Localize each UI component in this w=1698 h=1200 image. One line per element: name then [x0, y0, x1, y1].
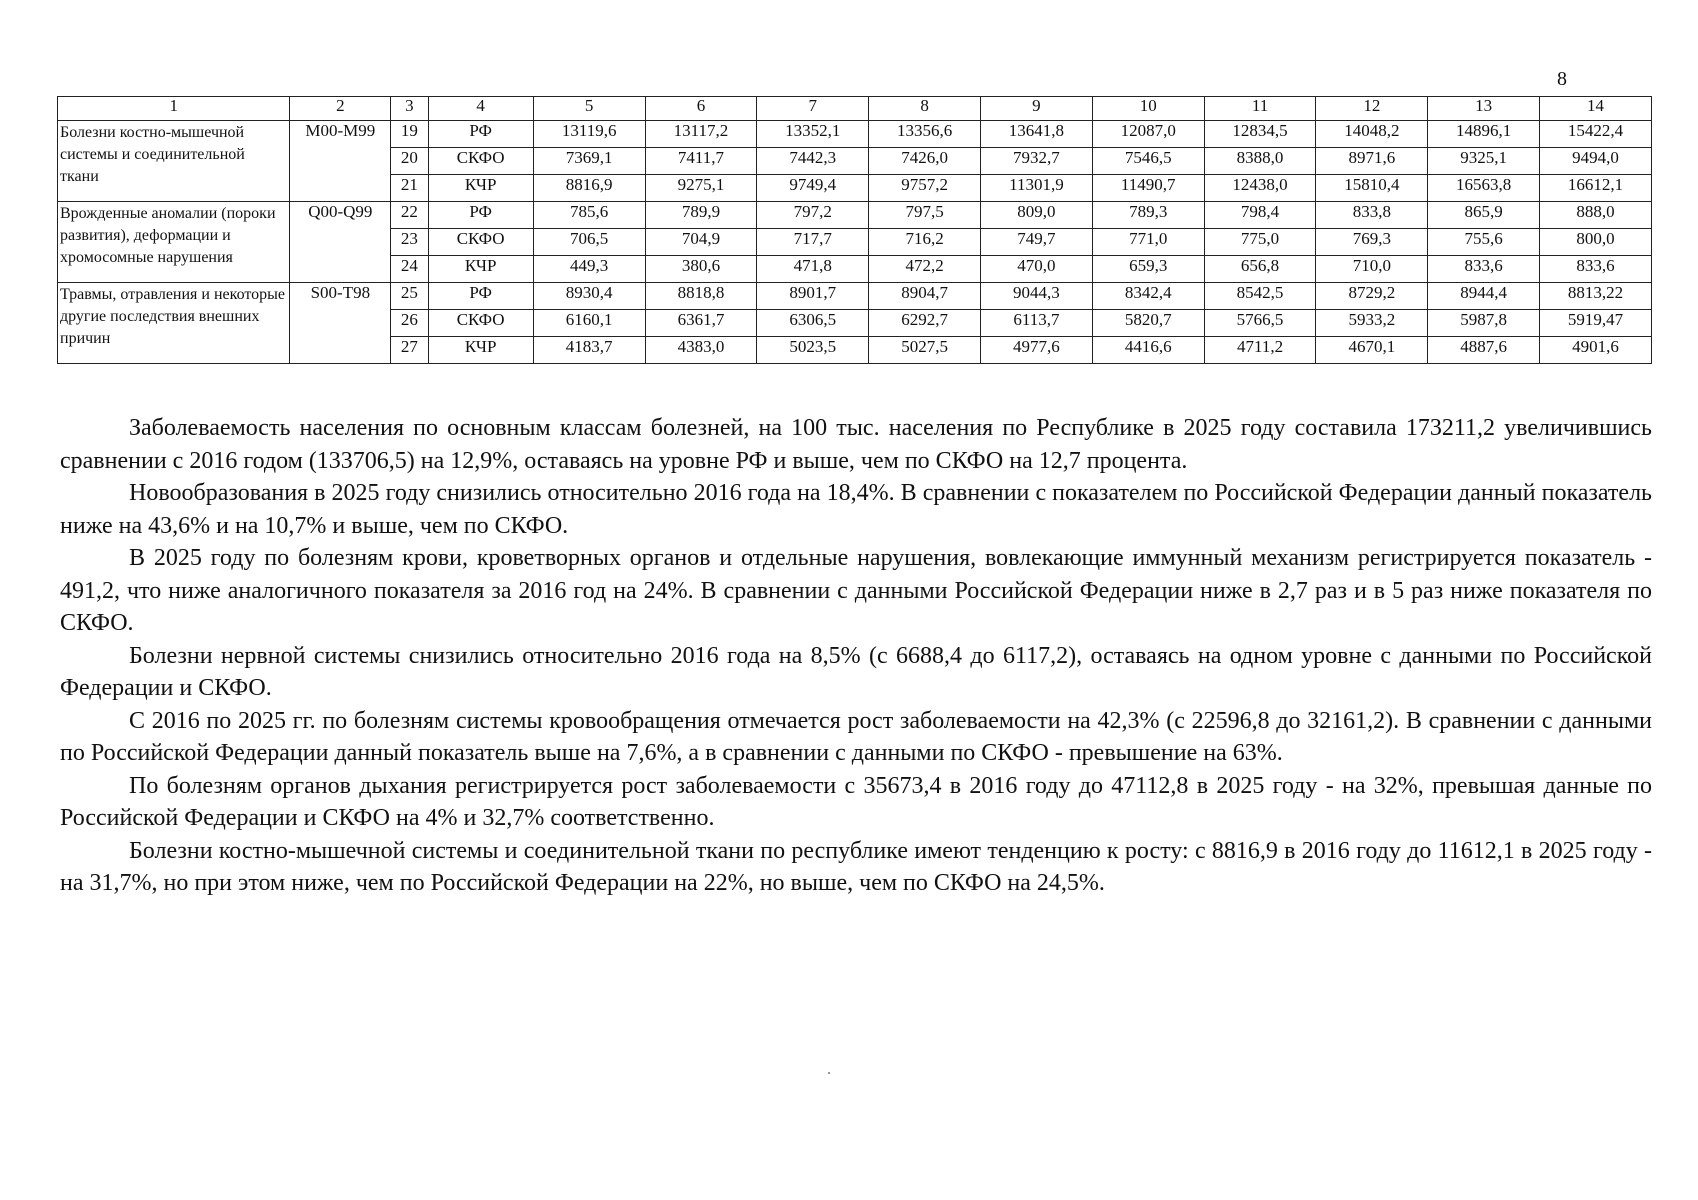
paragraph: В 2025 году по болезням крови, кроветворных органов и отдельные нарушения, вовлекающие иммунный механизм регистрируется показатель - 491,2, что ниже аналогичного показателя за 2016 год на 24%. В сравнении с данными Российской Федерации ниже в 2,7 раз и в 5 раз ниже показателя по СКФО. [60, 545, 1652, 636]
header-cell: 3 [391, 97, 428, 121]
header-cell: 2 [290, 97, 391, 121]
value-cell: 9325,1 [1428, 148, 1540, 175]
value-cell: 7546,5 [1092, 148, 1204, 175]
value-cell: 4416,6 [1092, 337, 1204, 364]
row-number-cell: 25 [391, 283, 428, 310]
value-cell: 9044,3 [981, 283, 1093, 310]
value-cell: 8901,7 [757, 283, 869, 310]
icd-code-cell: Q00-Q99 [290, 202, 391, 283]
value-cell: 13117,2 [645, 121, 757, 148]
value-cell: 15810,4 [1316, 175, 1428, 202]
value-cell: 769,3 [1316, 229, 1428, 256]
value-cell: 16612,1 [1540, 175, 1652, 202]
value-cell: 8813,22 [1540, 283, 1652, 310]
value-cell: 5766,5 [1204, 310, 1316, 337]
value-cell: 5820,7 [1092, 310, 1204, 337]
value-cell: 13356,6 [869, 121, 981, 148]
value-cell: 5933,2 [1316, 310, 1428, 337]
region-cell: РФ [428, 202, 533, 229]
value-cell: 9749,4 [757, 175, 869, 202]
value-cell: 809,0 [981, 202, 1093, 229]
paragraph: По болезням органов дыхания регистрируется рост заболеваемости с 35673,4 в 2016 году до 47112,8 в 2025 году - на 32%, превышая данные по Российской Федерации и СКФО на 4% и 32,7% соответственно. [60, 772, 1652, 831]
value-cell: 7369,1 [533, 148, 645, 175]
value-cell: 9275,1 [645, 175, 757, 202]
value-cell: 14896,1 [1428, 121, 1540, 148]
region-cell: СКФО [428, 148, 533, 175]
header-cell: 7 [757, 97, 869, 121]
table-row [58, 121, 1652, 148]
disease-class-cell: Болезни костно-мышечной системы и соединительной ткани [58, 121, 290, 202]
region-cell: КЧР [428, 175, 533, 202]
value-cell: 449,3 [533, 256, 645, 283]
row-number-cell: 26 [391, 310, 428, 337]
value-cell: 12087,0 [1092, 121, 1204, 148]
value-cell: 4670,1 [1316, 337, 1428, 364]
row-number-cell: 23 [391, 229, 428, 256]
value-cell: 14048,2 [1316, 121, 1428, 148]
header-cell: 4 [428, 97, 533, 121]
value-cell: 13352,1 [757, 121, 869, 148]
value-cell: 833,6 [1540, 256, 1652, 283]
disease-class-cell: Врожденные аномалии (пороки развития), деформации и хромосомные нарушения [58, 202, 290, 283]
value-cell: 4383,0 [645, 337, 757, 364]
value-cell: 5023,5 [757, 337, 869, 364]
value-cell: 8816,9 [533, 175, 645, 202]
value-cell: 13119,6 [533, 121, 645, 148]
header-cell: 13 [1428, 97, 1540, 121]
value-cell: 6113,7 [981, 310, 1093, 337]
value-cell: 8971,6 [1316, 148, 1428, 175]
value-cell: 789,3 [1092, 202, 1204, 229]
value-cell: 5987,8 [1428, 310, 1540, 337]
value-cell: 716,2 [869, 229, 981, 256]
value-cell: 471,8 [757, 256, 869, 283]
value-cell: 704,9 [645, 229, 757, 256]
statistics-table [57, 96, 1652, 364]
value-cell: 5919,47 [1540, 310, 1652, 337]
row-number-cell: 27 [391, 337, 428, 364]
value-cell: 710,0 [1316, 256, 1428, 283]
header-cell: 14 [1540, 97, 1652, 121]
header-cell: 1 [58, 97, 290, 121]
value-cell: 7411,7 [645, 148, 757, 175]
value-cell: 888,0 [1540, 202, 1652, 229]
scan-speck [828, 1072, 830, 1074]
value-cell: 755,6 [1428, 229, 1540, 256]
value-cell: 8930,4 [533, 283, 645, 310]
table-row [58, 202, 1652, 229]
value-cell: 16563,8 [1428, 175, 1540, 202]
value-cell: 4711,2 [1204, 337, 1316, 364]
value-cell: 8904,7 [869, 283, 981, 310]
value-cell: 833,6 [1428, 256, 1540, 283]
value-cell: 5027,5 [869, 337, 981, 364]
value-cell: 8342,4 [1092, 283, 1204, 310]
value-cell: 785,6 [533, 202, 645, 229]
value-cell: 8729,2 [1316, 283, 1428, 310]
value-cell: 771,0 [1092, 229, 1204, 256]
value-cell: 749,7 [981, 229, 1093, 256]
value-cell: 797,5 [869, 202, 981, 229]
value-cell: 8542,5 [1204, 283, 1316, 310]
value-cell: 12438,0 [1204, 175, 1316, 202]
value-cell: 8818,8 [645, 283, 757, 310]
header-cell: 12 [1316, 97, 1428, 121]
value-cell: 797,2 [757, 202, 869, 229]
value-cell: 4183,7 [533, 337, 645, 364]
value-cell: 472,2 [869, 256, 981, 283]
value-cell: 656,8 [1204, 256, 1316, 283]
region-cell: КЧР [428, 337, 533, 364]
icd-code-cell: M00-M99 [290, 121, 391, 202]
header-cell: 8 [869, 97, 981, 121]
paragraph: Болезни костно-мышечной системы и соединительной ткани по республике имеют тенденцию к росту: с 8816,9 в 2016 году до 11612,1 в 2025 году - на 31,7%, но при этом ниже, чем по Российской Федерации на 22%, но выше, чем по СКФО на 24,5%. [60, 837, 1652, 896]
value-cell: 13641,8 [981, 121, 1093, 148]
value-cell: 470,0 [981, 256, 1093, 283]
value-cell: 798,4 [1204, 202, 1316, 229]
region-cell: СКФО [428, 310, 533, 337]
value-cell: 833,8 [1316, 202, 1428, 229]
value-cell: 706,5 [533, 229, 645, 256]
value-cell: 11301,9 [981, 175, 1093, 202]
value-cell: 12834,5 [1204, 121, 1316, 148]
value-cell: 800,0 [1540, 229, 1652, 256]
icd-code-cell: S00-T98 [290, 283, 391, 364]
value-cell: 6292,7 [869, 310, 981, 337]
value-cell: 8388,0 [1204, 148, 1316, 175]
row-number-cell: 24 [391, 256, 428, 283]
region-cell: РФ [428, 121, 533, 148]
paragraph: Новообразования в 2025 году снизились относительно 2016 года на 18,4%. В сравнении с показателем по Российской Федерации данный показатель ниже на 43,6% и на 10,7% и выше, чем по СКФО. [60, 480, 1652, 539]
header-cell: 6 [645, 97, 757, 121]
value-cell: 717,7 [757, 229, 869, 256]
header-cell: 5 [533, 97, 645, 121]
value-cell: 6306,5 [757, 310, 869, 337]
table-row [58, 283, 1652, 310]
row-number-cell: 22 [391, 202, 428, 229]
row-number-cell: 20 [391, 148, 428, 175]
paragraph: Заболеваемость населения по основным классам болезней, на 100 тыс. населения по Республике в 2025 году составила 173211,2 увеличившись сравнении с 2016 годом (133706,5) на 12,9%, оставаясь на уровне РФ и выше, чем по СКФО на 12,7 процента. [60, 415, 1652, 474]
row-number-cell: 21 [391, 175, 428, 202]
region-cell: КЧР [428, 256, 533, 283]
value-cell: 7442,3 [757, 148, 869, 175]
value-cell: 4887,6 [1428, 337, 1540, 364]
body-text [60, 412, 1652, 900]
header-cell: 9 [981, 97, 1093, 121]
value-cell: 659,3 [1092, 256, 1204, 283]
value-cell: 9757,2 [869, 175, 981, 202]
paragraph: С 2016 по 2025 гг. по болезням системы кровообращения отмечается рост заболеваемости на 42,3% (с 22596,8 до 32161,2). В сравнении с данными по Российской Федерации данный показатель выше на 7,6%, а в сравнении с данными по СКФО - превышение на 63%. [60, 707, 1652, 766]
paragraph: Болезни нервной системы снизились относительно 2016 года на 8,5% (с 6688,4 до 6117,2), оставаясь на одном уровне с данными по Российской Федерации и СКФО. [60, 642, 1652, 701]
value-cell: 789,9 [645, 202, 757, 229]
value-cell: 8944,4 [1428, 283, 1540, 310]
disease-class-cell: Травмы, отравления и некоторые другие последствия внешних причин [58, 283, 290, 364]
header-cell: 10 [1092, 97, 1204, 121]
value-cell: 6160,1 [533, 310, 645, 337]
value-cell: 6361,7 [645, 310, 757, 337]
value-cell: 7932,7 [981, 148, 1093, 175]
region-cell: РФ [428, 283, 533, 310]
value-cell: 865,9 [1428, 202, 1540, 229]
header-cell: 11 [1204, 97, 1316, 121]
value-cell: 11490,7 [1092, 175, 1204, 202]
value-cell: 4901,6 [1540, 337, 1652, 364]
row-number-cell: 19 [391, 121, 428, 148]
value-cell: 15422,4 [1540, 121, 1652, 148]
value-cell: 380,6 [645, 256, 757, 283]
region-cell: СКФО [428, 229, 533, 256]
value-cell: 9494,0 [1540, 148, 1652, 175]
page-number: 8 [1557, 68, 1567, 90]
value-cell: 7426,0 [869, 148, 981, 175]
value-cell: 775,0 [1204, 229, 1316, 256]
value-cell: 4977,6 [981, 337, 1093, 364]
table-header-row [58, 97, 1652, 121]
